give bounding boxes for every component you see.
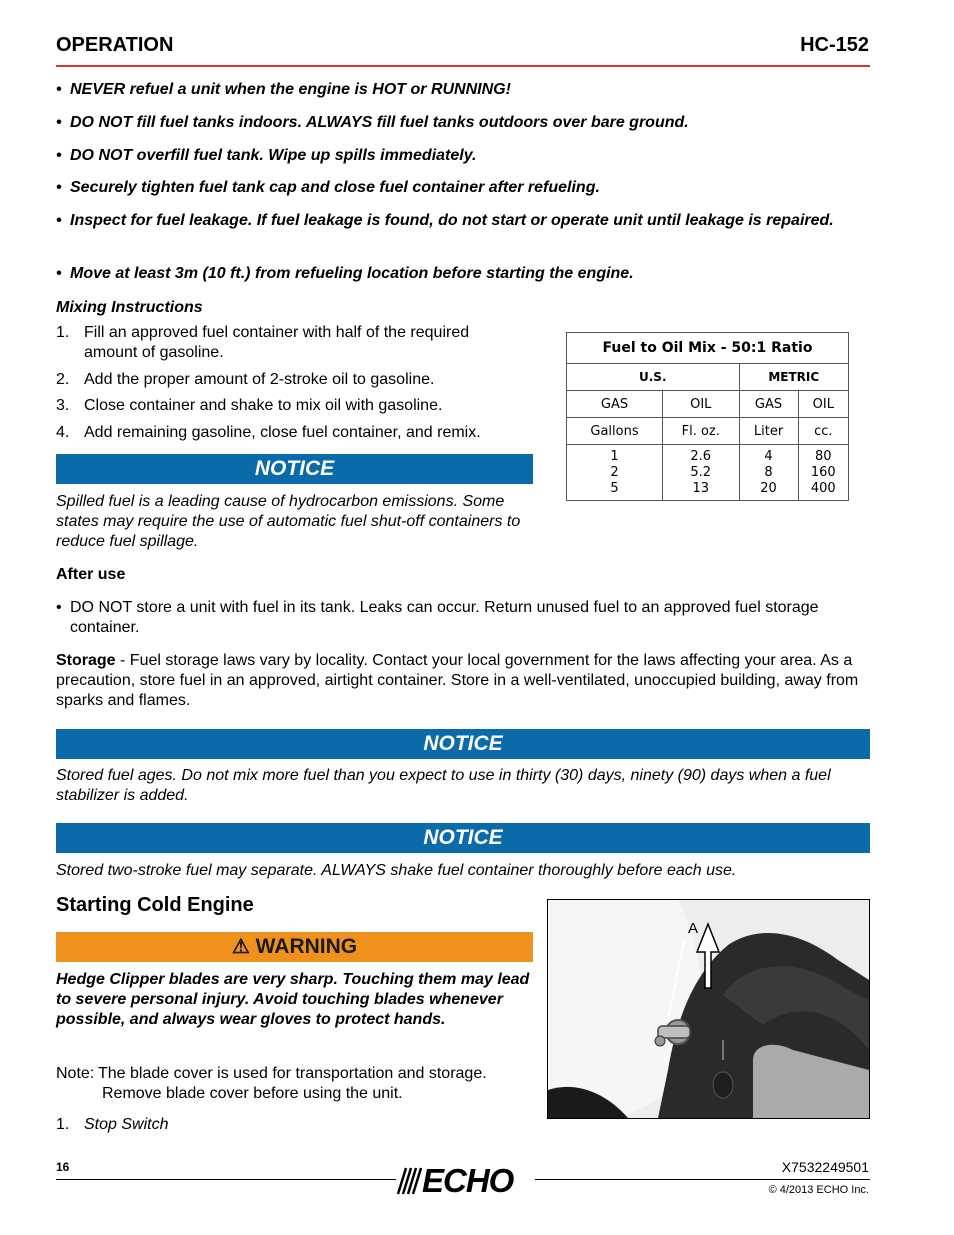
- safety-bullet: • Securely tighten fuel tank cap and close fuel container after refueling.: [56, 179, 600, 196]
- after-use-heading: After use: [56, 566, 126, 583]
- figure-callout-label: A: [688, 920, 699, 937]
- after-use-bullet: • DO NOT store a unit with fuel in its tank. Leaks can occur. Return unused fuel to an approved fuel storage container.: [56, 599, 819, 636]
- notice-text: Spilled fuel is a leading cause of hydrocarbon emissions. Some states may require the use of automatic fuel shut-off containers to reduce fuel spillage.: [56, 493, 521, 550]
- safety-bullet: • Inspect for fuel leakage. If fuel leakage is found, do not start or operate unit until leakage is repaired.: [56, 212, 834, 229]
- header-rule: [56, 65, 870, 67]
- section-heading: Starting Cold Engine: [56, 894, 254, 916]
- table-col-header: OIL: [798, 391, 848, 418]
- warning-text: Hedge Clipper blades are very sharp. Touching them may lead to severe personal injury. Avoid touching blades whenever possible, and always wear gloves to protect hands.: [56, 971, 530, 1028]
- table-col-header: GAS: [739, 391, 798, 418]
- part-number: X7532249501: [781, 1159, 869, 1175]
- table-cell: 80 160 400: [798, 445, 848, 501]
- safety-bullet: • Move at least 3m (10 ft.) from refueling location before starting the engine.: [56, 265, 634, 282]
- echo-logo: [392, 1164, 532, 1198]
- copyright: © 4/2013 ECHO Inc.: [768, 1184, 869, 1196]
- notice-banner: NOTICE: [56, 823, 870, 853]
- table-cell: 1 2 5: [567, 445, 663, 501]
- stop-switch-photo: [548, 900, 869, 1118]
- note-paragraph: Note: The blade cover is used for transportation and storage. Remove blade cover before using the unit.: [56, 1065, 487, 1102]
- notice-banner: NOTICE: [56, 729, 870, 759]
- table-cell: 4 8 20: [739, 445, 798, 501]
- safety-bullet: • DO NOT fill fuel tanks indoors. ALWAYS fill fuel tanks outdoors over bare ground.: [56, 114, 689, 131]
- mixing-heading: Mixing Instructions: [56, 299, 203, 316]
- table-unit: Gallons: [567, 418, 663, 445]
- notice-text: Stored two-stroke fuel may separate. ALWAYS shake fuel container thoroughly before each use.: [56, 862, 737, 879]
- footer-rule-right: [535, 1179, 870, 1180]
- echo-wordmark: ECHO: [422, 1162, 514, 1199]
- page-number: 16: [56, 1160, 70, 1174]
- model-number: HC-152: [800, 34, 869, 56]
- section-title: OPERATION: [56, 34, 174, 56]
- notice-text: Stored fuel ages. Do not mix more fuel than you expect to use in thirty (30) days, ninety (90) days when a fuel stabilizer is added.: [56, 767, 831, 804]
- table-unit: Liter: [739, 418, 798, 445]
- mixing-step: 2. Add the proper amount of 2-stroke oil to gasoline.: [56, 371, 435, 388]
- fuel-mix-table: [566, 332, 849, 501]
- table-group: U.S.: [567, 364, 740, 391]
- table-title: Fuel to Oil Mix - 50:1 Ratio: [567, 333, 849, 364]
- footer-rule-left: [56, 1179, 396, 1180]
- mixing-step: 4. Add remaining gasoline, close fuel container, and remix.: [56, 424, 481, 441]
- mixing-step: 1. Fill an approved fuel container with half of the required amount of gasoline.: [56, 324, 470, 361]
- mixing-step: 3. Close container and shake to mix oil with gasoline.: [56, 397, 443, 414]
- table-col-header: GAS: [567, 391, 663, 418]
- safety-bullet: • DO NOT overfill fuel tank. Wipe up spills immediately.: [56, 147, 477, 164]
- table-group: METRIC: [739, 364, 848, 391]
- table-unit: Fl. oz.: [662, 418, 739, 445]
- notice-banner: NOTICE: [56, 454, 533, 484]
- table-col-header: OIL: [662, 391, 739, 418]
- stop-switch-step: 1. Stop Switch: [56, 1116, 169, 1133]
- table-unit: cc.: [798, 418, 848, 445]
- stop-switch-figure: [547, 899, 870, 1119]
- warning-triangle-icon: ⚠: [231, 936, 250, 958]
- storage-paragraph: Storage - Fuel storage laws vary by locality. Contact your local government for the laws affecting your area. As a precaution, store fuel in an approved, airtight container. Store in a well-ventilated, unoccupied building, away from sparks and flames.: [56, 652, 859, 709]
- safety-bullet: • NEVER refuel a unit when the engine is HOT or RUNNING!: [56, 81, 511, 98]
- table-cell: 2.6 5.2 13: [662, 445, 739, 501]
- warning-banner: ⚠ WARNING: [56, 932, 533, 962]
